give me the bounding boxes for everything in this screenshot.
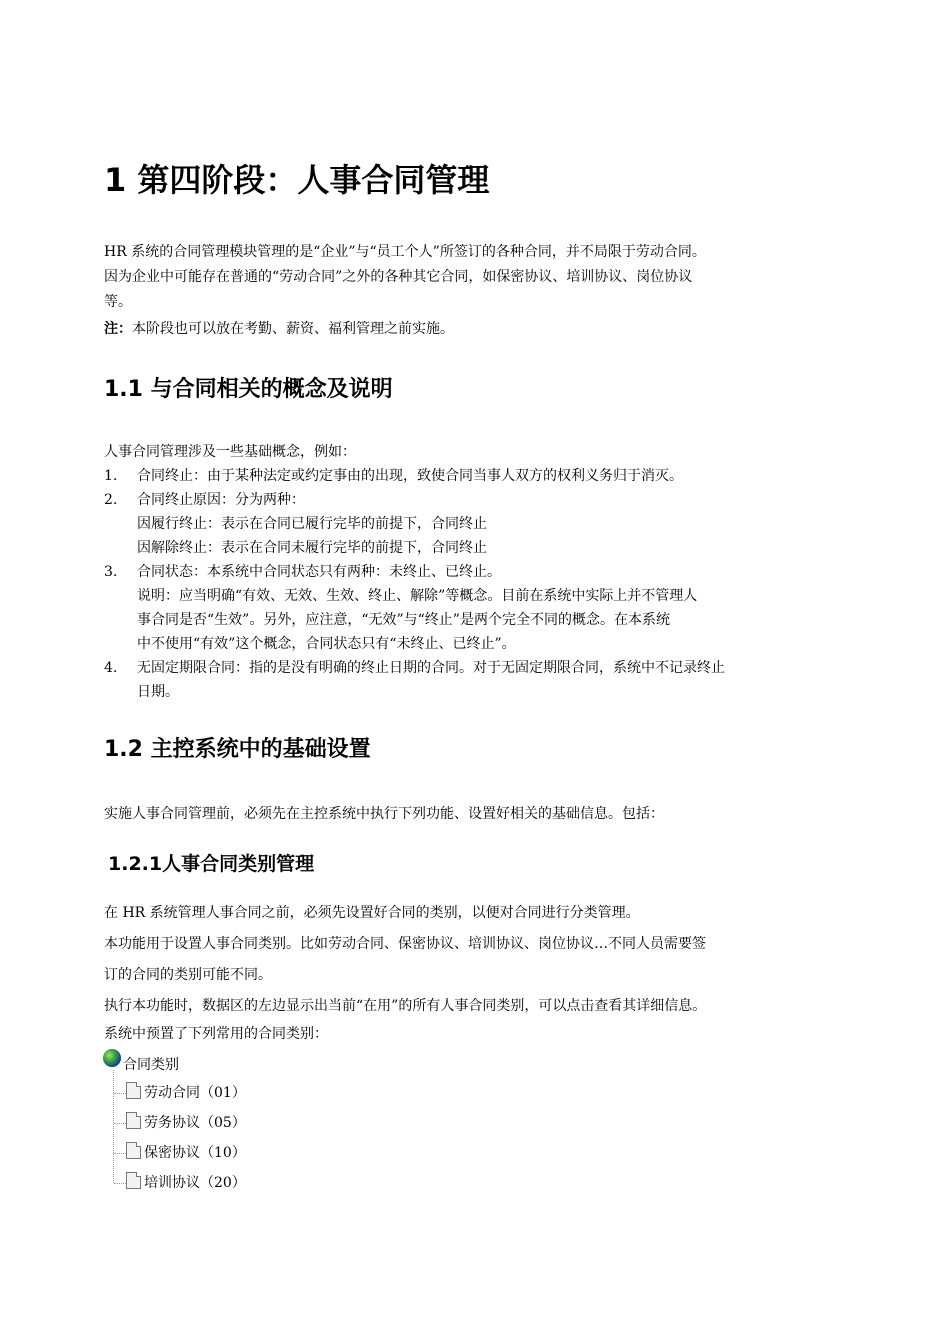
document-icon [126,1172,141,1189]
note-label: 注： [104,321,132,337]
intro-line-2: 因为企业中可能存在普通的“劳动合同”之外的各种其它合同，如保密协议、培训协议、岗位协议 [104,269,693,285]
list-item-4-line-1: 无固定期限合同：指的是没有明确的终止日期的合同。对于无固定期限合同，系统中不记录终止 [137,660,725,676]
section-1-2-1-line-3: 订的合同的类别可能不同。 [104,967,272,983]
list-item-3-line-1: 合同状态：本系统中合同状态只有两种：未终止、已终止。 [137,564,501,580]
section-1-1-lead: 人事合同管理涉及一些基础概念，例如： [104,444,356,460]
page-title: 1 第四阶段：人事合同管理 [104,161,490,199]
list-item-number: 2. [104,492,118,508]
section-1-2-1-line-4: 执行本功能时，数据区的左边显示出当前“在用”的所有人事合同类别，可以点击查看其详细信息。 [104,998,707,1014]
document-icon [126,1082,141,1099]
list-item-2-line-1: 合同终止原因：分为两种： [137,492,305,508]
section-heading-1-1: 1.1 与合同相关的概念及说明 [104,377,393,402]
intro-line-3: 等。 [104,294,132,310]
tree-connector [114,1153,126,1154]
section-1-2-1-line-2: 本功能用于设置人事合同类别。比如劳动合同、保密协议、培训协议、岗位协议…不同人员需要签 [104,936,706,952]
section-1-2-lead: 实施人事合同管理前，必须先在主控系统中执行下列功能、设置好相关的基础信息。包括： [104,806,664,822]
document-icon [126,1142,141,1159]
section-1-2-1-line-5: 系统中预置了下列常用的合同类别： [104,1026,328,1042]
tree-root-label[interactable]: 合同类别 [123,1057,179,1073]
list-item-3-line-2: 说明：应当明确“有效、无效、生效、终止、解除”等概念。目前在系统中实际上并不管理人 [137,588,698,604]
list-item-3-line-3: 事合同是否“生效”。另外，应注意，“无效”与“终止”是两个完全不同的概念。在本系统 [137,612,670,628]
intro-line-1: HR 系统的合同管理模块管理的是“企业”与“员工个人”所签订的各种合同，并不局限于劳动合同。 [104,244,706,260]
list-item-number: 1. [104,468,118,484]
list-item-4-line-2: 日期。 [137,684,179,700]
list-item-number: 4. [104,660,118,676]
tree-item-confidentiality-agreement[interactable]: 保密协议（10） [144,1145,246,1161]
section-heading-1-2-1: 1.2.1人事合同类别管理 [108,853,315,875]
tree-connector [113,1070,114,1183]
section-heading-1-2: 1.2 主控系统中的基础设置 [104,737,371,762]
tree-item-labor-contract[interactable]: 劳动合同（01） [144,1085,246,1101]
list-item-number: 3. [104,564,118,580]
document-icon [126,1112,141,1129]
note-paragraph [104,317,844,341]
list-item-1-line-1: 合同终止：由于某种法定或约定事由的出现，致使合同当事人双方的权利义务归于消灭。 [137,468,683,484]
list-item-2-line-3: 因解除终止：表示在合同未履行完毕的前提下，合同终止 [137,540,487,556]
list-item-2-line-2: 因履行终止：表示在合同已履行完毕的前提下，合同终止 [137,516,487,532]
tree-connector [114,1093,126,1094]
globe-icon [103,1049,121,1067]
tree-item-service-agreement[interactable]: 劳务协议（05） [144,1115,246,1131]
note-text: 本阶段也可以放在考勤、薪资、福利管理之前实施。 [132,321,454,337]
tree-connector [114,1123,126,1124]
tree-item-training-agreement[interactable]: 培训协议（20） [144,1175,246,1191]
tree-connector [114,1183,126,1184]
list-item-3-line-4: 中不使用“有效”这个概念，合同状态只有“未终止、已终止”。 [137,636,516,652]
section-1-2-1-line-1: 在 HR 系统管理人事合同之前，必须先设置好合同的类别，以便对合同进行分类管理。 [104,905,640,921]
